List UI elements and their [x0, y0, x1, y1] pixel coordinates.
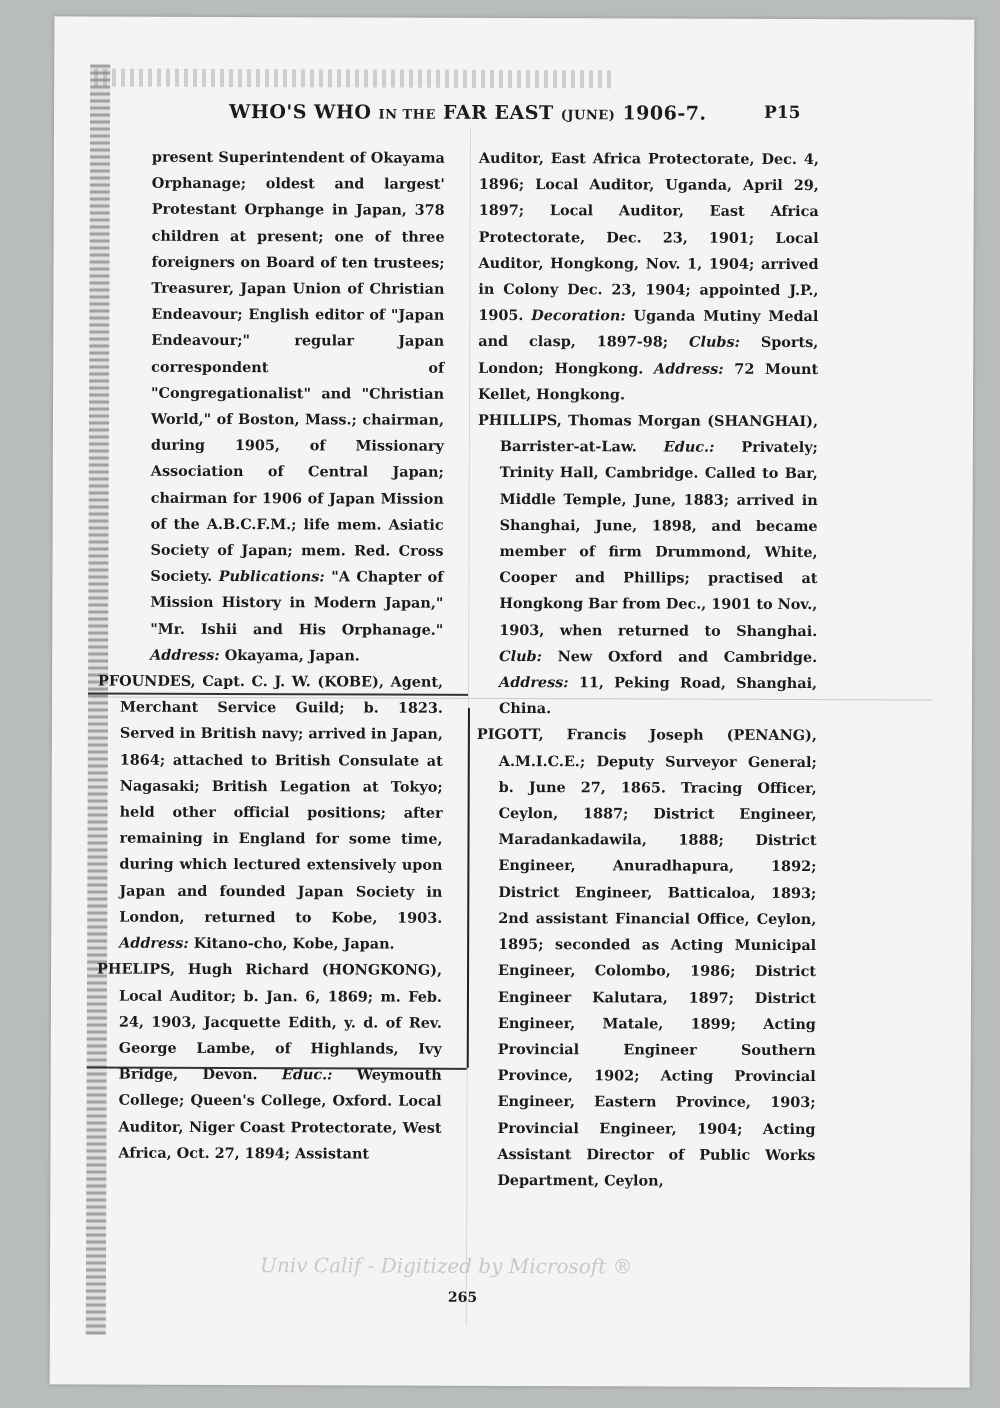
entry-phillips-text2: Privately; Trinity Hall, Cambridge. Called to Bar, Middle Temple, June, 1883; arrived in Shanghai, June, 1898, and became member of firm Drummond, White, Cooper and Phillips; practised at Hongkong Bar from Dec., 1901 to Nov., 1903, when returned to Shanghai.	[499, 439, 818, 640]
entry-pigott-text: A.M.I.C.E.; Deputy Surveyor General; b. June 27, 1865. Tracing Officer, Ceylon, 1887; District Engineer, Maradankadawila, 1888; District Engineer, Anuradhapura, 1892; District Engineer, Batticaloa, 1893; 2nd assistant Financial Office, Ceylon, 1895; seconded as Acting Municipal Engineer, Colombo, 1986; District Engineer Kalutara, 1897; District Engineer, Matale, 1899; Acting Provincial Engineer Southern Province, 1902; Acting Provincial Engineer, Eastern Province, 1903; Provincial Engineer, 1904; Acting Assistant Director of Public Works Department, Ceylon,	[497, 752, 817, 1190]
clubs-label: Clubs:	[689, 334, 740, 352]
entry-pigott-location: (PENANG),	[726, 727, 817, 745]
entry-phelips-educ-label: Educ.:	[281, 1066, 333, 1084]
entry-phelips-name: PHELIPS, Hugh Richard	[97, 960, 309, 979]
entry-phillips-name: PHILLIPS, Thomas Morgan	[477, 411, 701, 430]
header-title-c: FAR EAST	[442, 101, 554, 125]
publications-text: "A Chapter of Mission History in Modern Japan," "Mr. Ishii and His Orphanage."	[150, 568, 444, 639]
digitization-watermark: Univ Calif - Digitized by Microsoft ®	[259, 1253, 633, 1279]
header-page-number: P15	[764, 102, 801, 124]
entry-pigott	[475, 722, 817, 1195]
entry-pfoundes-address: Kitano-cho, Kobe, Japan.	[193, 934, 395, 953]
entry-phelips-text: Local Auditor; b. Jan. 6, 1869; m. Feb. 24, 1903, Jacquette Edith, y. d. of Rev. George Lambe, of Highlands, Ivy Bridge, Devon.	[118, 987, 443, 1084]
entry-phillips-club: New Oxford and Cambridge.	[557, 648, 818, 666]
entry-pfoundes-location: (KOBE),	[317, 673, 384, 691]
entry-continued-text: present Superintendent of Okayama Orphanage; oldest and largest' Protestant Orphange in Japan, 378 children at present; one of three foreigners on Board of ten trustees; Treasurer, Japan Union of Christian Endeavour; English editor of "Japan Endeavour;" regular Japan correspondent of "Congregationalist" and "Christian World," of Boston, Mass.; chairman, during 1905, of Missionary Association of Central Japan; chairman for 1906 of Japan Mission of the A.B.C.F.M.; life mem. Asiatic Society of Japan; mem. Red. Cross Society.	[150, 148, 445, 586]
left-column	[96, 145, 445, 1168]
entry-phelips-educ: Weymouth College; Queen's College, Oxford. Local Auditor, Niger Coast Protectorate, West Africa, Oct. 27, 1894; Assistant	[118, 1066, 442, 1163]
running-header	[229, 101, 829, 125]
entry-phillips-educ-label: Educ.:	[663, 438, 715, 456]
document-page	[50, 16, 975, 1387]
entry-phelips	[96, 957, 442, 1168]
decoration-text: Uganda Mutiny Medal and clasp, 1897-98;	[478, 307, 819, 351]
header-title-b: IN THE	[378, 107, 436, 123]
footer-page-number: 265	[447, 1289, 478, 1306]
entry-pfoundes-name: PFOUNDES, Capt. C. J. W.	[98, 672, 311, 691]
phelips-address-text: 72 Mount Kellet, Hongkong.	[478, 360, 819, 404]
decoration-label: Decoration:	[531, 307, 626, 325]
header-title-d: (JUNE)	[560, 108, 616, 124]
entry-phelips-cont-text: Auditor, East Africa Protectorate, Dec. 4, 1896; Local Auditor, Uganda, April 29, 1897; Local Auditor, East Africa Protectorate, Dec. 23, 1901; Local Auditor, Hongkong, Nov. 1, 1904; arrived in Colony Dec. 23, 1904; appointed J.P., 1905.	[478, 149, 819, 325]
entry-phelips-location: (HONGKONG),	[321, 961, 443, 980]
entry-phelips-continued	[478, 146, 819, 409]
entry-phillips-text1: Barrister-at-Law.	[499, 438, 637, 456]
entry-phillips-address-label: Address:	[499, 674, 569, 692]
publications-label: Publications:	[218, 568, 325, 586]
address-text: Okayama, Japan.	[224, 646, 360, 665]
entry-phillips-location: (SHANGHAI),	[707, 412, 819, 431]
entry-pfoundes-address-label: Address:	[119, 934, 189, 952]
right-column	[475, 146, 819, 1195]
entry-continued	[98, 145, 445, 670]
photocopy-top-bleed	[94, 69, 614, 89]
header-title-a: WHO'S WHO	[229, 101, 372, 124]
entry-phillips-address: 11, Peking Road, Shanghai, China.	[498, 674, 818, 718]
phelips-address-label: Address:	[654, 360, 724, 378]
address-label: Address:	[150, 646, 220, 664]
entry-phillips-club-label: Club:	[499, 647, 542, 665]
entry-pfoundes	[97, 669, 443, 958]
clubs-text: Sports, London; Hongkong.	[478, 334, 819, 378]
entry-pigott-name: PIGOTT, Francis Joseph	[476, 726, 704, 745]
header-title-e: 1906-7.	[622, 102, 707, 125]
box-rule-right	[467, 708, 470, 1068]
entry-pfoundes-text: Agent, Merchant Service Guild; b. 1823. Served in British navy; arrived in Japan, 1864; attached to British Consulate at Nagasaki; British Legation at Tokyo; held other official positions; after remaining in England for some time, during which lectured extensively upon Japan and founded Japan Society in London, returned to Kobe, 1903.	[119, 673, 444, 927]
entry-phillips	[477, 408, 818, 724]
